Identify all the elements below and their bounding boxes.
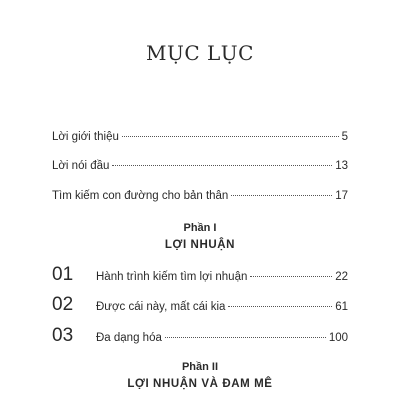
- toc-entry-page: 5: [341, 131, 348, 143]
- chapter-page: 61: [335, 301, 348, 313]
- dot-leader: [228, 306, 332, 307]
- toc-entry: [52, 188, 348, 204]
- chapter-page: 22: [335, 271, 348, 283]
- toc-entry-label: Tìm kiếm con đường cho bản thân: [52, 190, 229, 202]
- chapter-number: 02: [52, 294, 74, 315]
- chapter-entry: [52, 263, 348, 287]
- toc-entry-label: Lời giới thiệu: [52, 131, 119, 143]
- toc-entry-page: 17: [335, 190, 348, 202]
- part-heading: Phần II: [181, 361, 219, 373]
- toc-entry: [52, 158, 348, 174]
- chapter-page: 100: [328, 332, 348, 344]
- chapter-number: 01: [52, 264, 74, 285]
- chapter-label: Đa dạng hóa: [96, 332, 162, 344]
- part-heading: Phần I: [183, 222, 217, 234]
- toc-entry: [52, 129, 348, 145]
- dot-leader: [112, 165, 332, 166]
- page-title: MỤC LỤC: [146, 41, 254, 65]
- dot-leader: [250, 276, 332, 277]
- toc-entry-page: 13: [335, 160, 348, 172]
- chapter-entry: [52, 293, 348, 317]
- dot-leader: [165, 337, 326, 338]
- dot-leader: [122, 136, 339, 137]
- chapter-number: 03: [52, 325, 74, 346]
- part-title: LỢI NHUẬN: [164, 239, 236, 251]
- toc-entry-label: Lời nói đầu: [52, 160, 110, 172]
- part-title: LỢI NHUẬN VÀ ĐAM MÊ: [127, 378, 273, 390]
- chapter-entry: [52, 324, 348, 348]
- chapter-label: Hành trình kiếm tìm lợi nhuận: [96, 271, 248, 283]
- dot-leader: [231, 195, 332, 196]
- chapter-label: Được cái này, mất cái kia: [96, 301, 226, 313]
